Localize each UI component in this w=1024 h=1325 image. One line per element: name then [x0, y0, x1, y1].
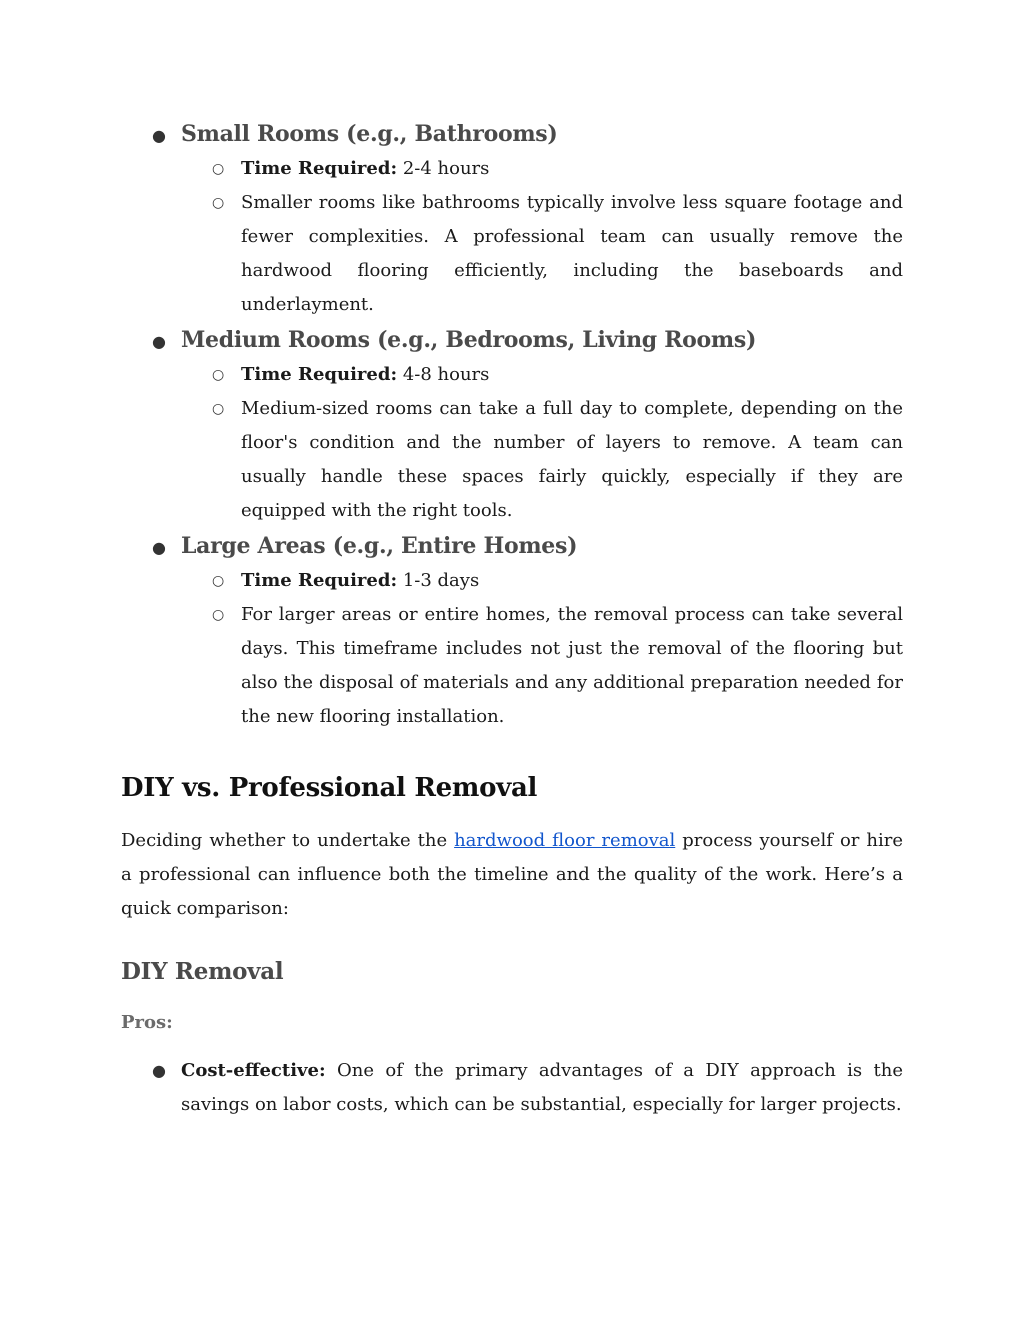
time-required-label: Time Required: [241, 570, 398, 591]
room-description: Smaller rooms like bathrooms typically involve less square footage and fewer complexities. A professional team can usually remove the hardwood flooring efficiently, including the baseboards and underlayment. [241, 192, 903, 315]
bullet-dot-icon: ● [152, 126, 166, 145]
pros-heading: Pros: [121, 1012, 173, 1033]
bullet-dot-icon: ● [152, 332, 166, 351]
room-heading: Small Rooms (e.g., Bathrooms) [181, 121, 558, 147]
bullet-dot-icon: ● [152, 538, 166, 557]
section-title: DIY vs. Professional Removal [121, 773, 538, 803]
diy-heading: DIY Removal [121, 958, 284, 985]
room-description: Medium-sized rooms can take a full day to complete, depending on the floor's condition and the number of layers to remove. A team can usually handle these spaces fairly quickly, especially if they are equipped with the right tools. [241, 398, 903, 521]
time-required-value: 2-4 hours [397, 158, 490, 179]
hollow-bullet-icon: ○ [212, 401, 225, 417]
pros-list [121, 1054, 903, 1122]
room-description-item [181, 598, 903, 734]
hollow-bullet-icon: ○ [212, 607, 225, 623]
room-description-item [181, 186, 903, 322]
hollow-bullet-icon: ○ [212, 161, 225, 177]
room-description: For larger areas or entire homes, the removal process can take several days. This timeframe includes not just the removal of the flooring but also the disposal of materials and any additional preparation needed for the new flooring installation. [241, 604, 903, 727]
room-description-item [181, 392, 903, 528]
time-required-item [181, 564, 903, 598]
intro-text-after-link: process yourself or hire a professional can influence both the timeline and the quality of the work. Here’s a quick comparison: [121, 830, 903, 919]
time-required-value: 1-3 days [397, 570, 480, 591]
hardwood-floor-removal-link[interactable]: hardwood floor removal [454, 830, 676, 851]
list-item [121, 1054, 903, 1122]
time-required-label: Time Required: [241, 364, 398, 385]
room-details [181, 152, 903, 322]
time-required-item [181, 152, 903, 186]
room-details [181, 564, 903, 734]
bullet-dot-icon: ● [152, 1061, 166, 1080]
document-content [121, 116, 903, 1122]
pro-text: One of the primary advantages of a DIY approach is the savings on labor costs, which can be substantial, especially for larger projects. [181, 1060, 903, 1115]
time-required-item [181, 358, 903, 392]
room-size-list [121, 116, 903, 734]
hollow-bullet-icon: ○ [212, 573, 225, 589]
list-item-medium-rooms [121, 322, 903, 528]
room-details [181, 358, 903, 528]
intro-text-before-link: Deciding whether to undertake the [121, 830, 455, 851]
hollow-bullet-icon: ○ [212, 367, 225, 383]
room-heading: Medium Rooms (e.g., Bedrooms, Living Rooms) [181, 327, 757, 353]
list-item-small-rooms [121, 116, 903, 322]
pro-label: Cost-effective: [181, 1060, 326, 1081]
hollow-bullet-icon: ○ [212, 195, 225, 211]
time-required-value: 4-8 hours [397, 364, 490, 385]
room-heading: Large Areas (e.g., Entire Homes) [181, 533, 578, 559]
section-intro [121, 824, 903, 926]
time-required-label: Time Required: [241, 158, 398, 179]
list-item-large-areas [121, 528, 903, 734]
